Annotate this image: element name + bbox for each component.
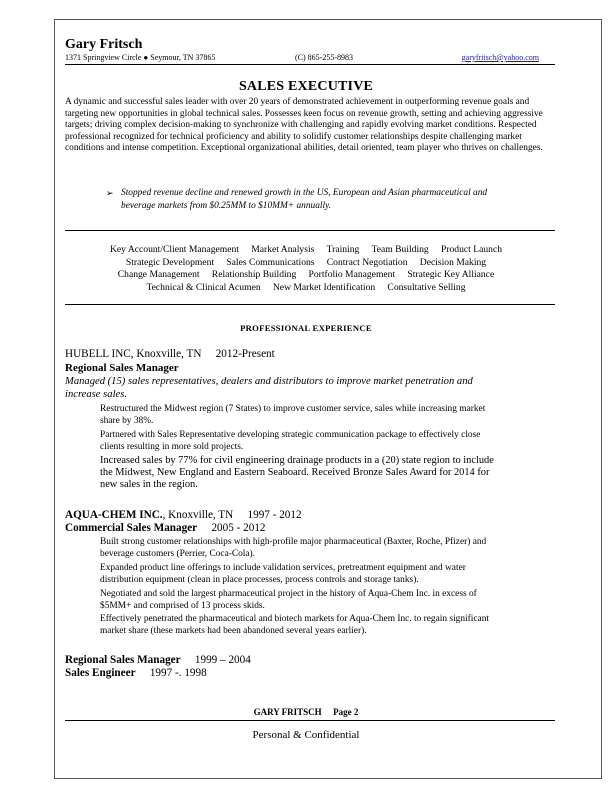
bullet-line: Partnered with Sales Representative developing strategic communication package to effectively close bbox=[100, 430, 481, 440]
list-item bbox=[86, 404, 485, 427]
role-title: Commercial Sales Manager bbox=[65, 522, 198, 534]
role-hubell: Regional Sales Manager bbox=[65, 362, 179, 374]
bullet-line: Effectively penetrated the pharmaceutical and biotech markets for Aqua-Chem Inc. to regain significant bbox=[100, 614, 489, 624]
bullet-icon bbox=[86, 404, 92, 416]
list-item bbox=[86, 589, 477, 612]
bullet-icon bbox=[86, 614, 92, 626]
bullet-icon bbox=[86, 563, 92, 575]
role-sales-engineer bbox=[65, 667, 207, 679]
resume-title: SALES EXECUTIVE bbox=[238, 79, 374, 94]
list-item bbox=[86, 455, 494, 492]
address: 1371 Springview Circle ● Seymour, TN 37865 bbox=[65, 53, 216, 62]
bullet-line: Negotiated and sold the largest pharmaceutical project in the history of Aqua-Chem Inc. in excess of bbox=[100, 589, 477, 599]
role-title: Regional Sales Manager bbox=[65, 654, 181, 666]
section-heading: PROFESSIONAL EXPERIENCE bbox=[240, 323, 372, 333]
bullet-line: Built strong customer relationships with high-profile major pharmaceutical (Baxter, Roche, Pfizer) and bbox=[100, 537, 487, 547]
page-footer-label: GARY FRITSCH Page 2 bbox=[258, 707, 354, 717]
header-rule bbox=[65, 64, 555, 65]
bullet-line: distribution equipment (clean in place processes, process controls and storage tanks). bbox=[100, 574, 419, 585]
skills-row: Key Account/Client Management Market Analysis Training Team Building Product Launch bbox=[129, 244, 483, 255]
role-dates: 1997 -. 1998 bbox=[135, 667, 196, 679]
bullet-icon bbox=[86, 589, 92, 601]
role-dates: 1999 – 2004 bbox=[180, 654, 240, 666]
key-achievement bbox=[106, 187, 556, 213]
skills-row: Change Management Relationship Building Portfolio Management Strategic Key Alliance bbox=[132, 269, 480, 280]
bullet-line: beverage customers (Perrier, Coca-Cola). bbox=[100, 548, 256, 559]
bullet-line: share by 38%. bbox=[100, 415, 154, 426]
skills-row: Strategic Development Sales Communications Contract Negotiation Decision Making bbox=[140, 256, 472, 268]
bullet-line: Increased sales by 77% for civil engineering drainage products in a (20) state region to include bbox=[100, 455, 494, 466]
bullet-icon bbox=[86, 537, 92, 549]
arrow-bullet-icon: ➢ bbox=[106, 188, 114, 198]
role-regional-sales bbox=[65, 654, 251, 666]
list-item bbox=[86, 563, 466, 586]
bullet-line: $5MM+ and comprised of 13 process skids. bbox=[100, 600, 265, 611]
bullet-line: market share (these markets had been abandoned several years earlier). bbox=[100, 625, 367, 636]
role-commercial bbox=[65, 522, 266, 534]
company-aqua-chem bbox=[65, 509, 302, 521]
achievement-rule bbox=[65, 230, 555, 231]
role-title: Sales Engineer bbox=[65, 667, 136, 679]
company-hubell: HUBELL INC, Knoxville, TN 2012-Present bbox=[65, 348, 264, 360]
role-description bbox=[65, 376, 535, 401]
bullet-line: Expanded product line offerings to include validation services, pretreatment equipment and water bbox=[100, 563, 466, 573]
achievement-line-2: beverage markets from $0.25MM to $10MM+ annually. bbox=[121, 201, 332, 211]
skills-rule bbox=[65, 304, 555, 305]
list-item bbox=[86, 537, 486, 560]
phone: (C) 865-255-8983 bbox=[295, 53, 353, 62]
list-item bbox=[86, 614, 489, 637]
achievement-line-1: Stopped revenue decline and renewed growth in the US, European and Asian pharmaceutical and bbox=[121, 188, 488, 198]
confidential-note: Personal & Confidential bbox=[252, 729, 360, 741]
list-item bbox=[86, 430, 480, 453]
bullet-line: new sales in the region. bbox=[100, 479, 198, 491]
company-name: AQUA-CHEM INC. bbox=[65, 509, 163, 521]
skills-row: Technical & Clinical Acumen New Market Identification Consultative Selling bbox=[156, 281, 456, 293]
email-link[interactable]: garyfritsch@yahoo.com bbox=[461, 53, 539, 62]
bullet-icon bbox=[86, 456, 92, 468]
role-description-line: Managed (15) sales representatives, dealers and distributors to improve market penetration and bbox=[65, 376, 473, 387]
bullet-line: clients resulting in more sold projects. bbox=[100, 441, 244, 452]
skills-list bbox=[0, 244, 612, 294]
role-description-line: increase sales. bbox=[65, 388, 127, 400]
bullet-icon bbox=[86, 430, 92, 442]
bullet-line: Restructured the Midwest region (7 States) to improve customer service, sales while increasing market bbox=[100, 404, 486, 414]
summary-paragraph: A dynamic and successful sales leader with over 20 years of demonstrated achievement in outperforming revenue goals and targeting new opportunities in global technical sales. Possesses keen focus on revenue growth, setting and achieving aggressive targets; driving complex decision-making to synchronize with challenging and rapidly evolving market conditions. Respected professional recognized for technical proficiency and ability to solidify customer relationships despite challenging market conditions and intense competition. Exceptional organizational abilities, detail oriented, team player who thrives on challenges. bbox=[65, 97, 543, 153]
company-location-dates: , Knoxville, TN 1997 - 2012 bbox=[162, 509, 291, 521]
role-dates: 2005 - 2012 bbox=[197, 522, 255, 534]
bullet-line: the Midwest, New England and Eastern Seaboard. Received Bronze Sales Award for 2014 for bbox=[100, 467, 490, 479]
candidate-name: Gary Fritsch bbox=[65, 37, 143, 52]
footer-rule bbox=[65, 720, 555, 721]
